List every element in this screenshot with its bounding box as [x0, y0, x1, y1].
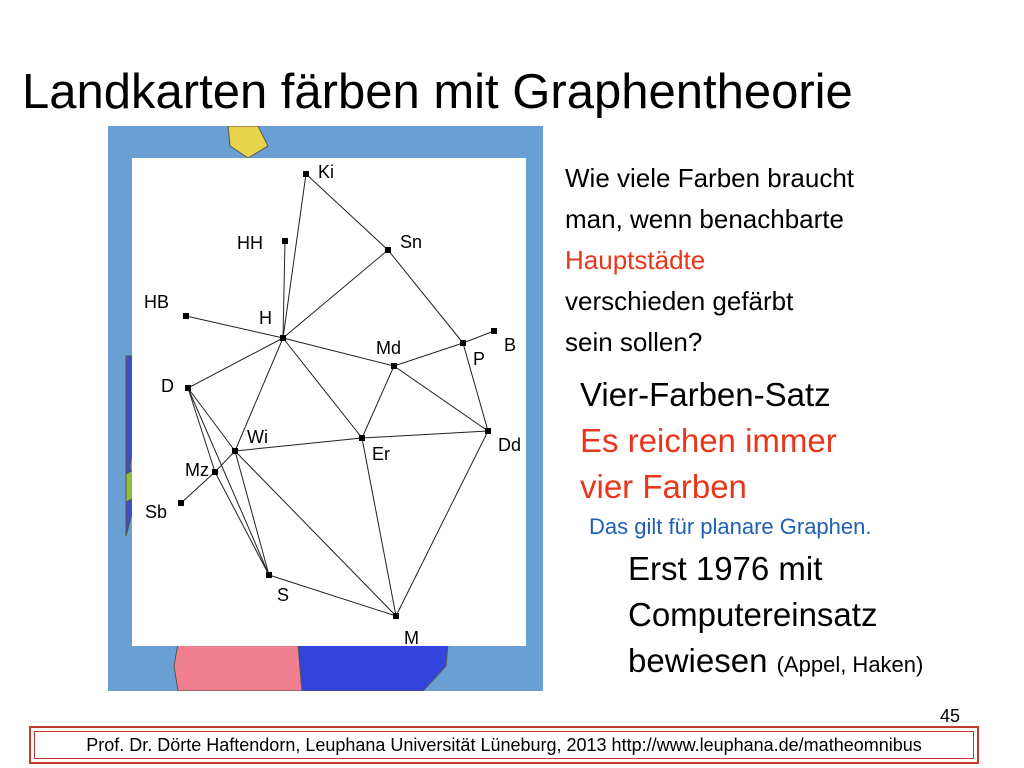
graph-node-Wi — [232, 448, 238, 454]
theorem-statement: Es reichen immer — [580, 422, 837, 459]
graph-node-Sb — [178, 500, 184, 506]
question-line: verschieden gefärbt — [565, 286, 794, 316]
graph-node-Md — [391, 363, 397, 369]
graph-node-B — [491, 328, 497, 334]
proof-line: Computereinsatz — [628, 596, 878, 633]
graph-node-label-Sb: Sb — [145, 502, 168, 522]
graph-node-Dd — [485, 428, 491, 434]
graph-node-D — [185, 385, 191, 391]
proof-block — [628, 546, 923, 688]
proof-line — [628, 638, 923, 688]
proof-authors: (Appel, Haken) — [776, 652, 924, 677]
graph-card — [132, 158, 526, 646]
theorem-name: Vier-Farben-Satz — [580, 376, 831, 413]
planar-note: Das gilt für planare Graphen. — [589, 514, 872, 539]
graph-node-label-S: S — [277, 585, 290, 605]
question-line: man, wenn benachbarte — [565, 204, 844, 234]
graph-node-label-B: B — [504, 335, 517, 355]
capital-graph — [108, 126, 543, 691]
graph-node-H — [280, 335, 286, 341]
slide-title: Landkarten färben mit Graphentheorie — [22, 65, 853, 119]
theorem-statement: vier Farben — [580, 468, 747, 505]
graph-node-label-D: D — [161, 376, 174, 396]
graph-node-label-Mz: Mz — [185, 460, 209, 480]
map-region-north — [228, 126, 268, 158]
graph-node-P — [460, 340, 466, 346]
question-line: sein sollen? — [565, 327, 703, 357]
graph-node-Er — [359, 435, 365, 441]
question-highlight: Hauptstädte — [565, 245, 706, 275]
map-region-southeast — [298, 644, 448, 691]
graph-node-Mz — [212, 469, 218, 475]
graph-node-label-Wi: Wi — [247, 427, 268, 447]
page-number: 45 — [940, 706, 961, 726]
graph-node-label-P: P — [473, 349, 486, 369]
graph-node-label-H: H — [259, 308, 272, 328]
graph-node-label-Ki: Ki — [318, 162, 335, 182]
graph-node-S — [266, 572, 272, 578]
theorem-block — [580, 372, 837, 510]
graph-node-M — [393, 613, 399, 619]
question-text — [565, 158, 854, 363]
footer-text: Prof. Dr. Dörte Haftendorn, Leuphana Universität Lüneburg, 2013 http://www.leuphana.de/matheomnibus — [34, 731, 974, 759]
germany-map-figure — [108, 126, 543, 691]
graph-node-label-Er: Er — [372, 444, 390, 464]
question-line: Wie viele Farben braucht — [565, 163, 855, 193]
graph-node-HH — [282, 238, 288, 244]
graph-node-label-Dd: Dd — [498, 435, 522, 455]
graph-node-label-M: M — [404, 628, 419, 648]
graph-node-Sn — [385, 247, 391, 253]
graph-node-label-Md: Md — [376, 338, 402, 358]
graph-node-Ki — [303, 171, 309, 177]
graph-node-label-Sn: Sn — [400, 232, 423, 252]
proof-word: bewiesen — [628, 642, 768, 679]
graph-node-label-HB: HB — [144, 292, 170, 312]
map-region-southwest — [174, 644, 302, 691]
footer-box — [29, 726, 979, 764]
proof-line: Erst 1976 mit — [628, 550, 823, 587]
graph-node-label-HH: HH — [237, 233, 263, 253]
graph-node-HB — [183, 313, 189, 319]
